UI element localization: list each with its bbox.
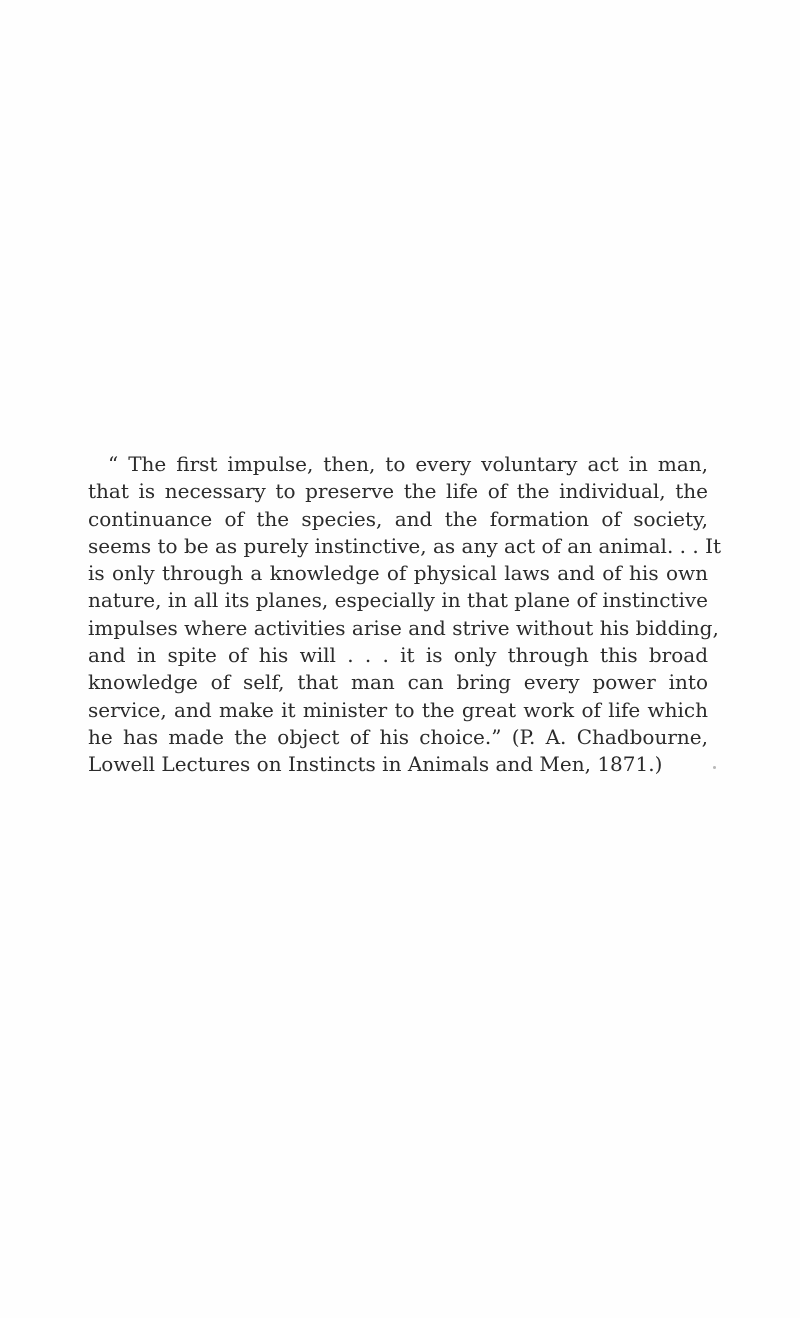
- quote-line: nature, in all its planes, especially in that plane of instinctive: [88, 588, 708, 613]
- quote-line: seems to be as purely instinctive, as any act of an animal. . . It: [88, 533, 722, 558]
- quote-line: knowledge of self, that man can bring every power into: [88, 670, 708, 695]
- quote-line: “ The first impulse, then, to every voluntary act in man,: [108, 452, 708, 476]
- quote-line: that is necessary to preserve the life of the individual, the: [88, 479, 708, 504]
- paper-speck: [713, 766, 716, 769]
- quote-line: he has made the object of his choice.” (P. A. Chadbourne,: [88, 724, 708, 749]
- quote-line: is only through a knowledge of physical laws and of his own: [88, 561, 708, 586]
- quote-line: continuance of the species, and the formation of society,: [88, 506, 708, 531]
- quote-line: and in spite of his will . . . it is only through this broad: [88, 643, 708, 668]
- citation-line: Lowell Lectures on Instincts in Animals and Men, 1871.): [88, 752, 663, 777]
- quote-line: service, and make it minister to the great work of life which: [88, 697, 708, 722]
- quotation-paragraph: [88, 451, 722, 779]
- quote-line: impulses where activities arise and strive without his bidding,: [88, 615, 719, 640]
